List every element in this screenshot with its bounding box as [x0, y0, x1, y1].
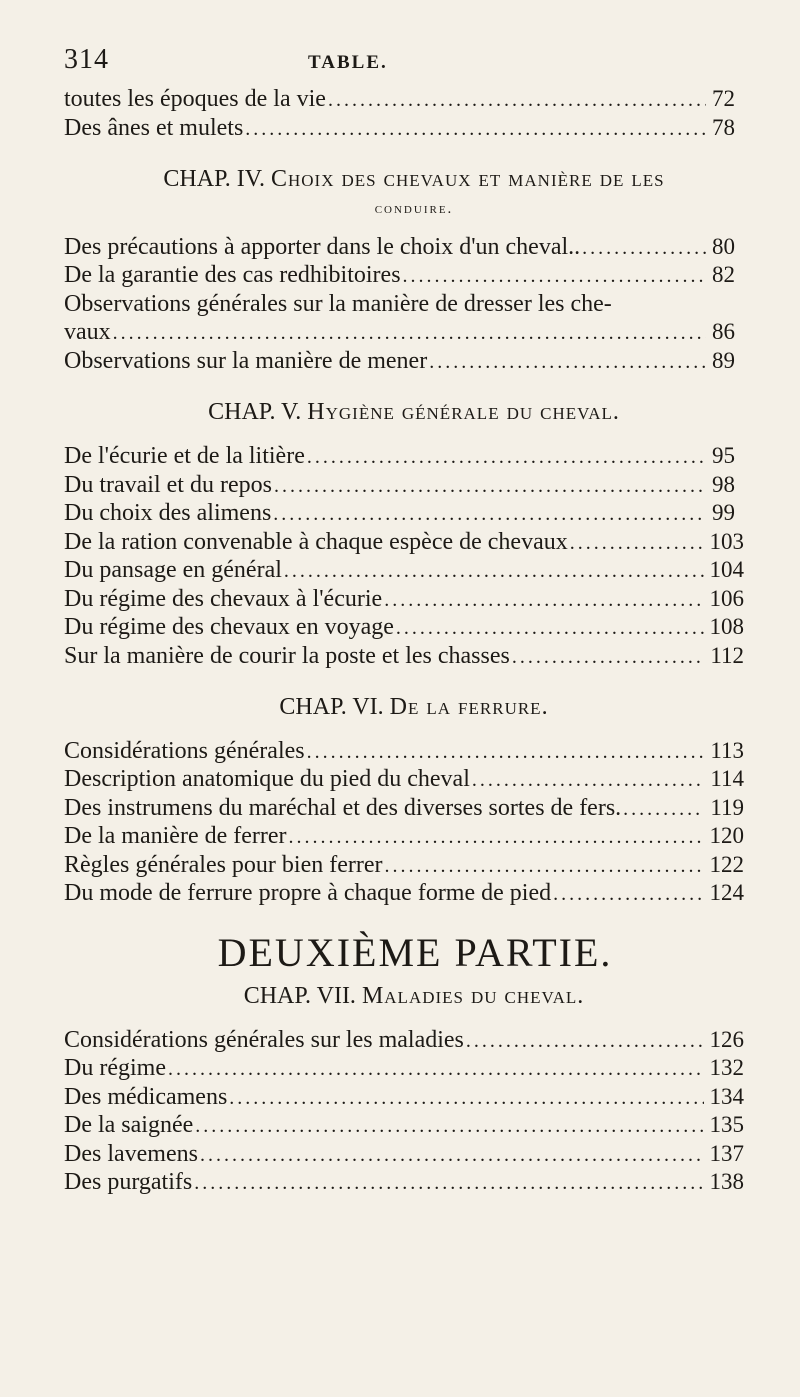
toc-entry-title: Des purgatifs — [64, 1169, 193, 1196]
dot-leader — [553, 883, 703, 906]
toc-entry-page: 119 — [710, 794, 744, 820]
toc-entry — [64, 1027, 744, 1056]
table-of-contents — [64, 86, 744, 1198]
toc-entry — [64, 738, 744, 767]
toc-entry — [64, 1169, 744, 1198]
page-number: 314 — [64, 44, 109, 75]
toc-entry-title: Description anatomique du pied du cheval — [64, 766, 470, 793]
toc-entry-page: 114 — [710, 766, 744, 792]
toc-entry-page: 120 — [709, 823, 744, 849]
chapter-title: Hygiène générale du cheval. — [307, 399, 620, 426]
chapter-heading — [64, 982, 744, 1011]
toc-entry — [64, 614, 744, 643]
toc-entry-title: Du régime — [64, 1055, 166, 1082]
dot-leader — [403, 265, 706, 288]
toc-entry — [64, 852, 744, 881]
toc-entry-continuation — [64, 319, 744, 348]
page-header — [64, 44, 674, 84]
toc-entry-page: 95 — [712, 443, 735, 469]
toc-entry — [64, 500, 744, 529]
toc-entry — [64, 557, 744, 586]
toc-entry — [64, 1084, 744, 1113]
dot-leader — [384, 589, 703, 612]
toc-entry-title: De l'écurie et de la litière — [64, 443, 305, 470]
toc-entry-title: Des lavemens — [64, 1140, 198, 1167]
toc-entry-page: 98 — [712, 471, 735, 497]
toc-entry-title: Règles générales pour bien ferrer — [64, 851, 383, 878]
toc-entry-title: De la ration convenable à chaque espèce de chevaux — [64, 528, 568, 555]
toc-entry-page: 80 — [712, 233, 735, 259]
toc-entry-title: Considérations générales sur les maladies — [64, 1026, 464, 1053]
toc-entry-page: 86 — [712, 319, 735, 345]
toc-entry-title: Sur la manière de courir la poste et les chasses — [64, 642, 510, 669]
toc-entry — [64, 1112, 744, 1141]
chapter-heading — [64, 398, 744, 427]
toc-entry-page: 106 — [709, 585, 744, 611]
dot-leader — [289, 826, 704, 849]
toc-entry-title: Des instrumens du maréchal et des diverses sortes de fers. — [64, 794, 622, 821]
dot-leader — [307, 741, 705, 764]
toc-entry — [64, 86, 744, 115]
toc-entry — [64, 115, 744, 144]
toc-entry-page: 108 — [709, 614, 744, 640]
toc-entry-title: Du régime des chevaux à l'écurie — [64, 585, 383, 612]
chapter-title-continuation: conduire. — [374, 200, 454, 217]
toc-entry-title: De la garantie des cas redhibitoires — [64, 262, 401, 289]
toc-entry — [64, 823, 744, 852]
toc-entry-title: Des précautions à apporter dans le choix d'un cheval.. — [64, 233, 581, 260]
toc-entry — [64, 529, 744, 558]
toc-entry-title: Observations sur la manière de mener — [64, 347, 428, 374]
dot-leader — [570, 532, 704, 555]
toc-entry-page: 82 — [712, 262, 735, 288]
chapter-title: Choix des chevaux et manière de les — [270, 166, 665, 192]
toc-entry — [64, 291, 744, 320]
dot-leader — [195, 1115, 703, 1138]
toc-entry-title: Observations générales sur la manière de dresser les che- — [64, 290, 612, 317]
dot-leader — [623, 798, 704, 821]
dot-leader — [284, 560, 704, 583]
dot-leader — [194, 1172, 703, 1195]
toc-entry — [64, 472, 744, 501]
toc-entry-page: 138 — [709, 1169, 744, 1195]
toc-entry-title: Du travail et du repos — [64, 471, 272, 498]
toc-entry-title: toutes les époques de la vie — [64, 86, 326, 112]
chapter-label: CHAP. VII. — [243, 982, 356, 1009]
dot-leader — [582, 237, 706, 260]
toc-entry-page: 113 — [710, 737, 744, 763]
toc-entry-page: 137 — [709, 1140, 744, 1166]
toc-entry-title: Du régime des chevaux en voyage — [64, 614, 394, 641]
chapter-label: CHAP. V. — [208, 399, 302, 426]
toc-entry — [64, 1141, 744, 1170]
toc-entry-page: 122 — [709, 851, 744, 877]
toc-entry-title: Du mode de ferrure propre à chaque forme de pied — [64, 880, 552, 907]
dot-leader — [472, 769, 704, 792]
dot-leader — [396, 617, 704, 640]
toc-entry-page: 112 — [710, 642, 744, 668]
toc-entry-page: 72 — [712, 86, 735, 111]
dot-leader — [328, 89, 706, 112]
dot-leader — [200, 1144, 704, 1167]
chapter-title: De la ferrure. — [389, 694, 549, 721]
toc-entry-title: Du pansage en général — [64, 557, 282, 584]
toc-entry-page: 124 — [709, 880, 744, 906]
dot-leader — [512, 646, 705, 669]
toc-entry-page: 134 — [709, 1083, 744, 1109]
toc-entry — [64, 443, 744, 472]
toc-entry — [64, 262, 744, 291]
toc-entry-page: 132 — [709, 1055, 744, 1081]
toc-entry — [64, 348, 744, 377]
toc-entry-title: De la manière de ferrer — [64, 823, 287, 850]
dot-leader — [245, 118, 706, 141]
toc-entry-page: 104 — [709, 557, 744, 583]
running-title: TABLE. — [308, 52, 388, 73]
dot-leader — [274, 475, 706, 498]
dot-leader — [429, 351, 706, 374]
toc-entry-page: 103 — [709, 528, 744, 554]
toc-entry-title: De la saignée — [64, 1112, 194, 1139]
toc-entry-page: 89 — [712, 347, 735, 373]
toc-entry — [64, 880, 744, 909]
toc-entry-title: Des ânes et mulets — [64, 114, 244, 141]
toc-entry-page: 99 — [712, 500, 735, 526]
toc-entry-title-continuation: vaux — [64, 319, 111, 346]
toc-entry — [64, 234, 744, 263]
toc-entry — [64, 766, 744, 795]
toc-entry-title: Considérations générales — [64, 737, 305, 764]
chapter-title: Maladies du cheval. — [361, 982, 585, 1009]
part-title: DEUXIÈME PARTIE. — [217, 929, 613, 975]
toc-entry-page: 135 — [709, 1112, 744, 1138]
toc-entry — [64, 643, 744, 672]
toc-entry — [64, 795, 744, 824]
dot-leader — [385, 855, 704, 878]
dot-leader — [113, 322, 706, 345]
toc-entry-title: Des médicamens — [64, 1083, 228, 1110]
chapter-heading — [64, 693, 744, 722]
toc-entry — [64, 1055, 744, 1084]
toc-entry-title: Du choix des alimens — [64, 500, 272, 527]
dot-leader — [229, 1087, 703, 1110]
dot-leader — [168, 1058, 704, 1081]
chapter-label: CHAP. VI. — [279, 694, 384, 721]
dot-leader — [307, 446, 706, 469]
dot-leader — [273, 503, 706, 526]
toc-entry-page: 78 — [712, 114, 735, 140]
toc-entry — [64, 586, 744, 615]
toc-entry-page: 126 — [709, 1026, 744, 1052]
chapter-heading — [64, 165, 744, 218]
chapter-label: CHAP. IV. — [163, 166, 265, 192]
dot-leader — [466, 1030, 704, 1053]
